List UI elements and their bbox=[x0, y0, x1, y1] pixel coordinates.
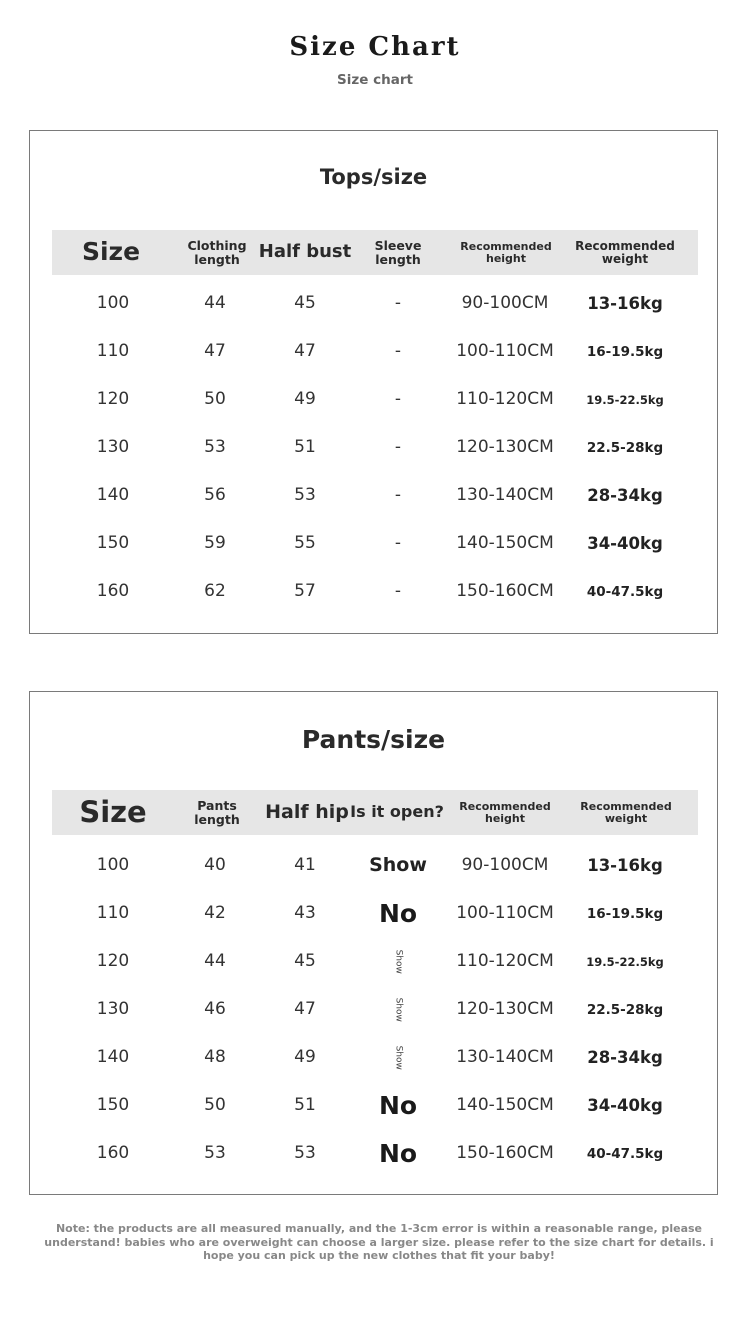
pants-cell-weight: 28-34kg bbox=[587, 1048, 663, 1068]
pants-header-is-it-open: Is it open? bbox=[350, 802, 444, 822]
pants-header-recommended-weight: Recommended weight bbox=[580, 799, 672, 825]
pants-title: Pants/size bbox=[301, 725, 446, 754]
pants-cell-weight: 40-47.5kg bbox=[586, 1145, 664, 1162]
pants-table-row bbox=[52, 1082, 698, 1130]
tops-size-panel bbox=[29, 130, 718, 634]
tops-header-row bbox=[52, 230, 698, 275]
pants-table-row bbox=[52, 890, 698, 938]
tops-cell-extra: - bbox=[394, 485, 402, 506]
pants-cell-size: 160 bbox=[96, 1143, 130, 1164]
tops-header-size: Size bbox=[81, 237, 141, 267]
tops-cell-height: 150-160CM bbox=[456, 581, 554, 602]
tops-cell-half: 49 bbox=[294, 389, 316, 410]
tops-cell-weight: 34-40kg bbox=[587, 534, 663, 554]
pants-cell-height: 100-110CM bbox=[456, 903, 554, 924]
pants-cell-length: 50 bbox=[204, 1095, 226, 1116]
tops-cell-height: 90-100CM bbox=[461, 293, 549, 314]
tops-cell-half: 47 bbox=[294, 341, 316, 362]
pants-cell-extra bbox=[386, 938, 410, 986]
pants-cell-half: 47 bbox=[294, 999, 316, 1020]
tops-cell-weight: 19.5-22.5kg bbox=[586, 392, 664, 407]
tops-cell-size: 110 bbox=[96, 341, 130, 362]
tops-cell-length: 44 bbox=[204, 293, 226, 314]
tops-cell-extra: - bbox=[394, 293, 402, 314]
tops-header-clothing-length: Clothing length bbox=[187, 238, 247, 267]
pants-cell-weight: 16-19.5kg bbox=[586, 905, 664, 922]
tops-header-recommended-weight: Recommended weight bbox=[575, 238, 675, 266]
pants-cell-open-text: Show bbox=[393, 949, 404, 975]
tops-cell-half: 57 bbox=[294, 581, 316, 602]
pants-cell-extra: No bbox=[378, 1090, 418, 1120]
pants-cell-length: 46 bbox=[204, 999, 226, 1020]
pants-header-size: Size bbox=[79, 795, 147, 830]
tops-table-row bbox=[52, 472, 698, 520]
pants-cell-half: 45 bbox=[294, 951, 316, 972]
tops-cell-half: 45 bbox=[294, 293, 316, 314]
pants-cell-extra: Show bbox=[369, 854, 427, 877]
pants-cell-half: 43 bbox=[294, 903, 316, 924]
tops-cell-size: 160 bbox=[96, 581, 130, 602]
tops-cell-weight: 16-19.5kg bbox=[586, 343, 664, 360]
tops-cell-size: 140 bbox=[96, 485, 130, 506]
tops-cell-length: 50 bbox=[204, 389, 226, 410]
pants-header-row bbox=[52, 790, 698, 835]
pants-cell-size: 150 bbox=[96, 1095, 130, 1116]
tops-title: Tops/size bbox=[319, 165, 428, 189]
tops-cell-length: 53 bbox=[204, 437, 226, 458]
tops-cell-size: 100 bbox=[96, 293, 130, 314]
pants-cell-half: 49 bbox=[294, 1047, 316, 1068]
tops-cell-weight: 13-16kg bbox=[587, 294, 663, 314]
pants-table-row bbox=[52, 1130, 698, 1178]
tops-table-row bbox=[52, 520, 698, 568]
tops-cell-height: 120-130CM bbox=[456, 437, 554, 458]
pants-header-pants-length: Pants length bbox=[194, 798, 240, 827]
tops-cell-extra: - bbox=[394, 581, 402, 602]
pants-cell-length: 53 bbox=[204, 1143, 226, 1164]
pants-table-row bbox=[52, 938, 698, 986]
tops-table-row bbox=[52, 280, 698, 328]
tops-cell-half: 55 bbox=[294, 533, 316, 554]
tops-cell-size: 130 bbox=[96, 437, 130, 458]
tops-cell-extra: - bbox=[394, 389, 402, 410]
tops-cell-size: 150 bbox=[96, 533, 130, 554]
pants-table-row bbox=[52, 986, 698, 1034]
tops-cell-height: 140-150CM bbox=[456, 533, 554, 554]
pants-cell-open-text: Show bbox=[393, 997, 404, 1023]
pants-cell-weight: 22.5-28kg bbox=[586, 1001, 664, 1018]
tops-cell-size: 120 bbox=[96, 389, 130, 410]
pants-cell-half: 51 bbox=[294, 1095, 316, 1116]
pants-cell-height: 140-150CM bbox=[456, 1095, 554, 1116]
pants-cell-length: 44 bbox=[204, 951, 226, 972]
tops-cell-height: 100-110CM bbox=[456, 341, 554, 362]
pants-cell-extra: No bbox=[378, 898, 418, 928]
tops-table-row bbox=[52, 568, 698, 616]
pants-size-panel bbox=[29, 691, 718, 1195]
pants-cell-length: 40 bbox=[204, 855, 226, 876]
pants-cell-weight: 13-16kg bbox=[587, 856, 663, 876]
pants-cell-open-text: Show bbox=[393, 1045, 404, 1071]
pants-cell-size: 100 bbox=[96, 855, 130, 876]
measurement-note: Note: the products are all measured manually, and the 1-3cm error is within a reasonable range, please understand! babies who are overweight can choose a larger size. please refer to the size chart for details. i hope you can pick up the new clothes that fit your baby! bbox=[44, 1222, 714, 1262]
page-title: Size Chart bbox=[289, 32, 461, 62]
tops-header-half-bust: Half bust bbox=[258, 241, 352, 263]
pants-cell-half: 41 bbox=[294, 855, 316, 876]
pants-table-row bbox=[52, 1034, 698, 1082]
tops-cell-length: 47 bbox=[204, 341, 226, 362]
pants-header-recommended-height: Recommended height bbox=[459, 799, 551, 825]
tops-cell-length: 59 bbox=[204, 533, 226, 554]
pants-cell-height: 90-100CM bbox=[461, 855, 549, 876]
tops-cell-weight: 40-47.5kg bbox=[586, 583, 664, 600]
pants-cell-half: 53 bbox=[294, 1143, 316, 1164]
tops-cell-weight: 22.5-28kg bbox=[586, 439, 664, 456]
tops-table-row bbox=[52, 376, 698, 424]
tops-cell-extra: - bbox=[394, 437, 402, 458]
pants-cell-size: 120 bbox=[96, 951, 130, 972]
pants-cell-size: 110 bbox=[96, 903, 130, 924]
tops-cell-extra: - bbox=[394, 341, 402, 362]
pants-cell-size: 130 bbox=[96, 999, 130, 1020]
tops-cell-length: 56 bbox=[204, 485, 226, 506]
tops-cell-height: 110-120CM bbox=[456, 389, 554, 410]
pants-cell-height: 150-160CM bbox=[456, 1143, 554, 1164]
tops-cell-weight: 28-34kg bbox=[587, 486, 663, 506]
tops-header-recommended-height: Recommended height bbox=[460, 239, 552, 265]
tops-header-sleeve-length: Sleeve length bbox=[374, 238, 422, 267]
tops-cell-extra: - bbox=[394, 533, 402, 554]
pants-table-row bbox=[52, 842, 698, 890]
tops-cell-length: 62 bbox=[204, 581, 226, 602]
tops-cell-half: 51 bbox=[294, 437, 316, 458]
pants-cell-height: 120-130CM bbox=[456, 999, 554, 1020]
pants-cell-length: 48 bbox=[204, 1047, 226, 1068]
pants-cell-weight: 19.5-22.5kg bbox=[586, 954, 664, 969]
tops-table-row bbox=[52, 328, 698, 376]
tops-cell-half: 53 bbox=[294, 485, 316, 506]
pants-cell-extra bbox=[386, 986, 410, 1034]
pants-cell-size: 140 bbox=[96, 1047, 130, 1068]
pants-cell-weight: 34-40kg bbox=[587, 1096, 663, 1116]
pants-cell-height: 130-140CM bbox=[456, 1047, 554, 1068]
pants-header-half-hip: Half hip bbox=[265, 800, 349, 823]
pants-cell-length: 42 bbox=[204, 903, 226, 924]
tops-table-row bbox=[52, 424, 698, 472]
pants-cell-height: 110-120CM bbox=[456, 951, 554, 972]
pants-cell-extra bbox=[386, 1034, 410, 1082]
tops-cell-height: 130-140CM bbox=[456, 485, 554, 506]
pants-cell-extra: No bbox=[378, 1138, 418, 1168]
page-subtitle: Size chart bbox=[337, 72, 413, 88]
